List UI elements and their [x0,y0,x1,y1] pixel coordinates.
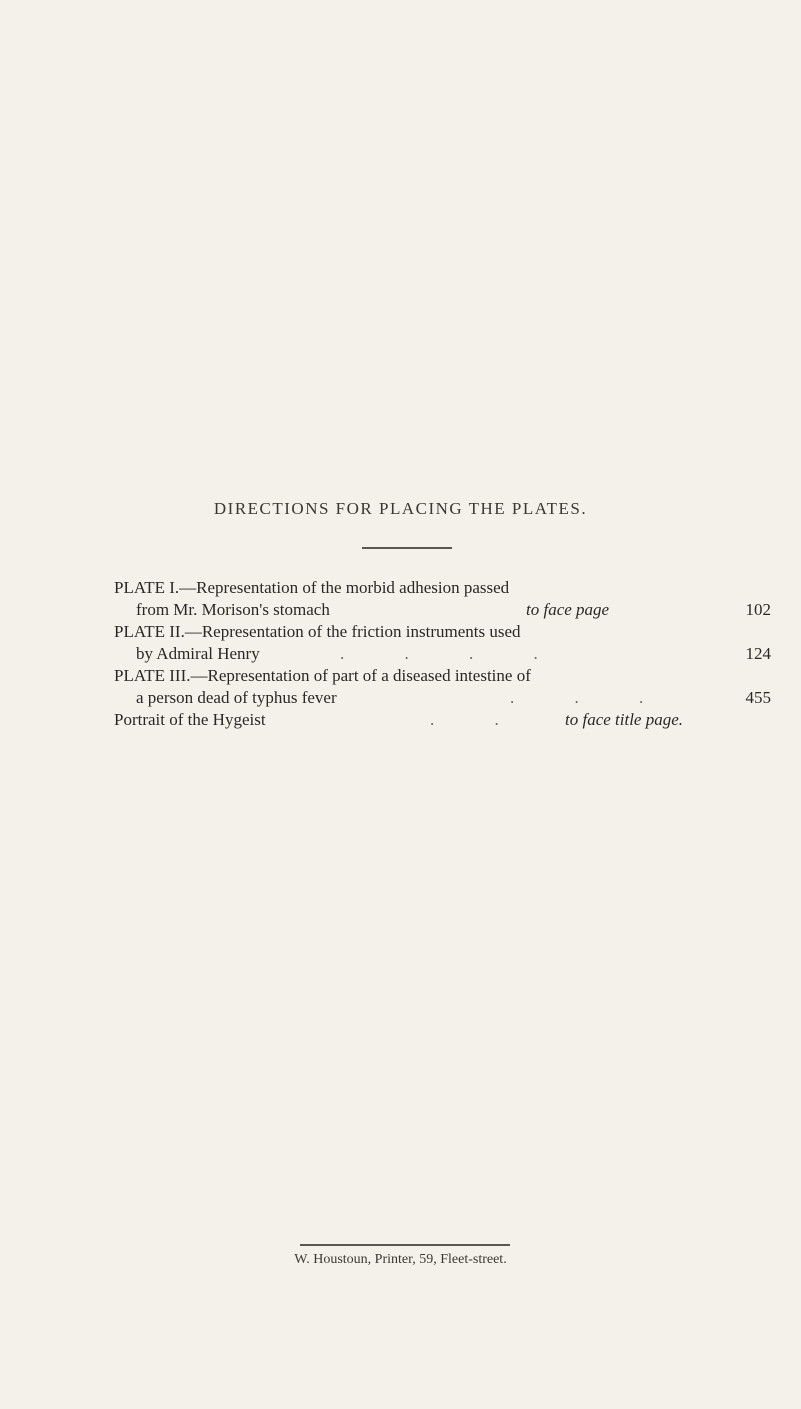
plate-3-line-2 [0,686,801,710]
plate-2-text-2: by Admiral Henry [136,644,260,663]
plate-2-line-1 [0,620,801,644]
portrait-page-label: to face title page. [565,710,684,729]
plate-2-page: 124 [745,644,771,663]
plate-2-leader-dots: . . . . [340,644,566,663]
plate-1-text-1: PLATE I.—Representation of the morbid adhesion passed [114,578,510,597]
portrait-leader-dots: . . [430,710,527,729]
plate-3-text-1: PLATE III.—Representation of part of a diseased intestine of [114,666,531,685]
printer-imprint: W. Houstoun, Printer, 59, Fleet-street. [294,1252,507,1267]
plate-1-page-label: to face page [526,600,610,619]
plate-3-leader-dots: . . . [510,688,672,707]
plate-3-text-2: a person dead of typhus fever [136,688,337,707]
plate-1-line-1 [0,576,801,600]
plate-1-page: 102 [745,600,771,619]
portrait-line [0,708,801,732]
plate-3-page: 455 [745,688,771,707]
plate-3-line-1 [0,664,801,688]
heading-rule [362,547,452,549]
plate-2-line-2 [0,642,801,666]
plate-2-text-1: PLATE II.—Representation of the friction instruments used [114,622,521,641]
footer-rule [300,1244,510,1246]
portrait-text: Portrait of the Hygeist [114,710,266,729]
plate-1-line-2 [0,598,801,622]
plate-1-text-2: from Mr. Morison's stomach [136,600,330,619]
page-heading: DIRECTIONS FOR PLACING THE PLATES. [213,499,588,518]
